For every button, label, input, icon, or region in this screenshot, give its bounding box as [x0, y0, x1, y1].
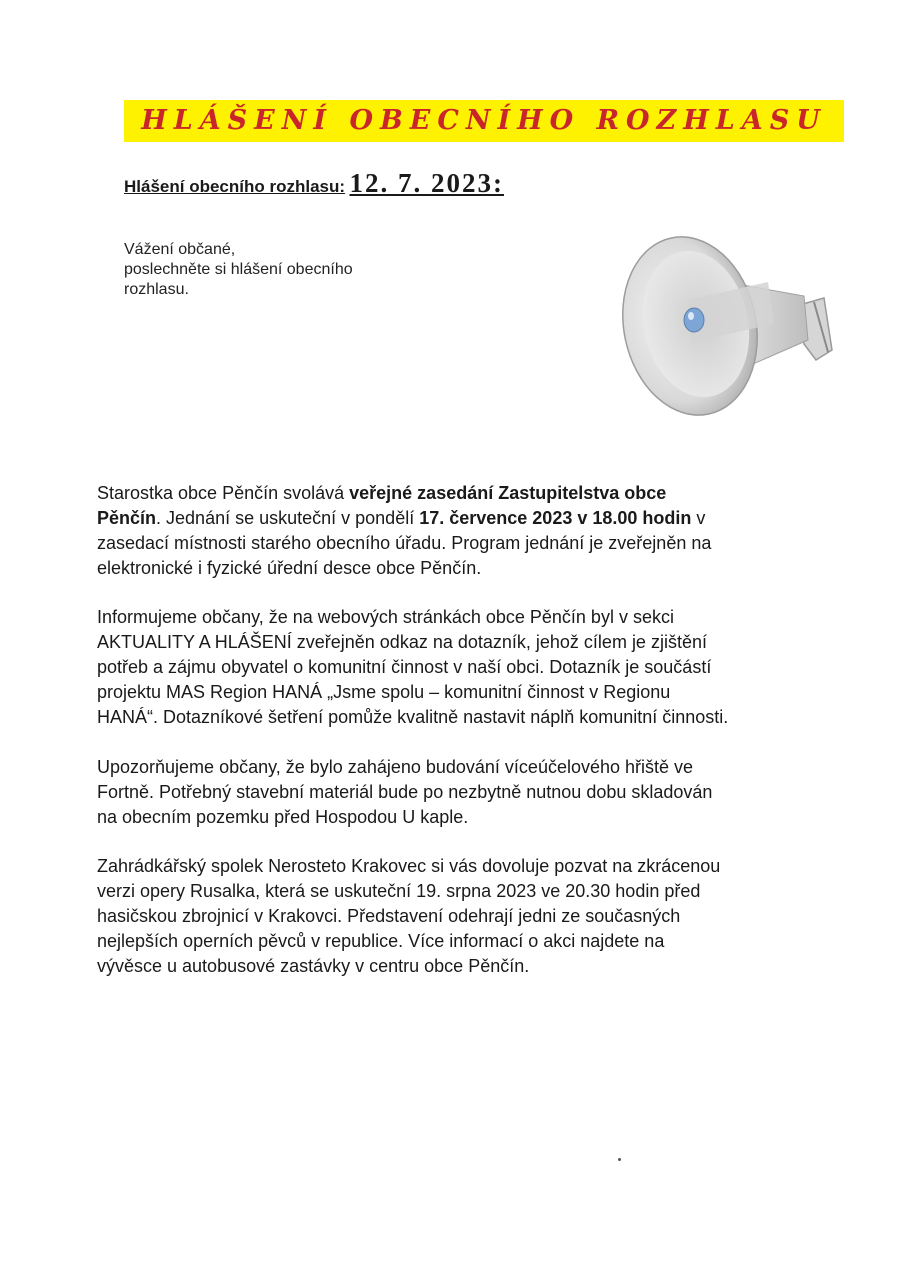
paragraph-line: Fortně. Potřebný stavební materiál bude po nezbytně nutnou dobu skladován: [97, 782, 713, 802]
paragraph-line: na obecním pozemku před Hospodou U kaple.: [97, 807, 469, 827]
text-span: . Jednání se uskuteční v pondělí: [156, 508, 420, 528]
greeting-line: poslechněte si hlášení obecního: [124, 261, 353, 278]
announcement-date: 12. 7. 2023:: [349, 168, 504, 198]
paragraph-line: Informujeme občany, že na webových stránkách obce Pěnčín byl v sekci: [97, 607, 674, 627]
paragraph-line: elektronické i fyzické úřední desce obce Pěnčín.: [97, 558, 482, 578]
bold-text: veřejné zasedání Zastupitelstva obce: [349, 483, 667, 503]
scan-speck: [618, 1158, 621, 1161]
paragraph-questionnaire: [97, 605, 857, 730]
text-span: v: [691, 508, 706, 528]
paragraph-line: projektu MAS Region HANÁ „Jsme spolu – komunitní činnost v Regionu: [97, 682, 671, 702]
paragraph-line: potřeb a zájmu obyvatel o komunitní činnost v naší obci. Dotazník je součástí: [97, 657, 712, 677]
greeting-line: Vážení občané,: [124, 241, 236, 258]
paragraph-line: AKTUALITY A HLÁŠENÍ zveřejněn odkaz na dotazník, jehož cílem je zjištění: [97, 632, 707, 652]
paragraph-line: Zahrádkářský spolek Nerosteto Krakovec si vás dovoluje pozvat na zkrácenou: [97, 856, 721, 876]
bold-text: Pěnčín: [97, 508, 157, 528]
paragraph-line: nejlepších operních pěvců v republice. Více informací o akci najdete na: [97, 931, 665, 951]
paragraph-line: [97, 481, 857, 506]
paragraph-line: [97, 506, 857, 531]
banner-title: HLÁŠENÍ OBECNÍHO ROZHLASU: [141, 105, 827, 136]
megaphone-icon: [618, 232, 850, 460]
paragraph-meeting: [97, 481, 857, 581]
paragraph-opera: [97, 854, 857, 979]
paragraph-line: vývěsce u autobusové zastávky v centru obce Pěnčín.: [97, 956, 530, 976]
bold-text: 17. července 2023 v 18.00 hodin: [419, 508, 692, 528]
paragraph-line: zasedací místnosti starého obecního úřadu. Program jednání je zveřejněn na: [97, 533, 712, 553]
paragraph-line: HANÁ“. Dotazníkové šetření pomůže kvalitně nastavit náplň komunitní činnosti.: [97, 707, 729, 727]
greeting-line: rozhlasu.: [124, 281, 189, 298]
paragraph-line: verzi opery Rusalka, která se uskuteční 19. srpna 2023 ve 20.30 hodin před: [97, 881, 701, 901]
subheading-label: Hlášení obecního rozhlasu:: [124, 177, 346, 196]
paragraph-line: Upozorňujeme občany, že bylo zahájeno budování víceúčelového hřiště ve: [97, 757, 694, 777]
paragraph-playground: [97, 755, 857, 830]
text-span: Starostka obce Pěnčín svolává: [97, 483, 350, 503]
announcement-subheading: [124, 168, 504, 200]
paragraph-line: hasičskou zbrojnicí v Krakovci. Představení odehrají jedni ze současných: [97, 906, 681, 926]
greeting: [124, 240, 444, 300]
announcement-banner: [124, 100, 844, 142]
